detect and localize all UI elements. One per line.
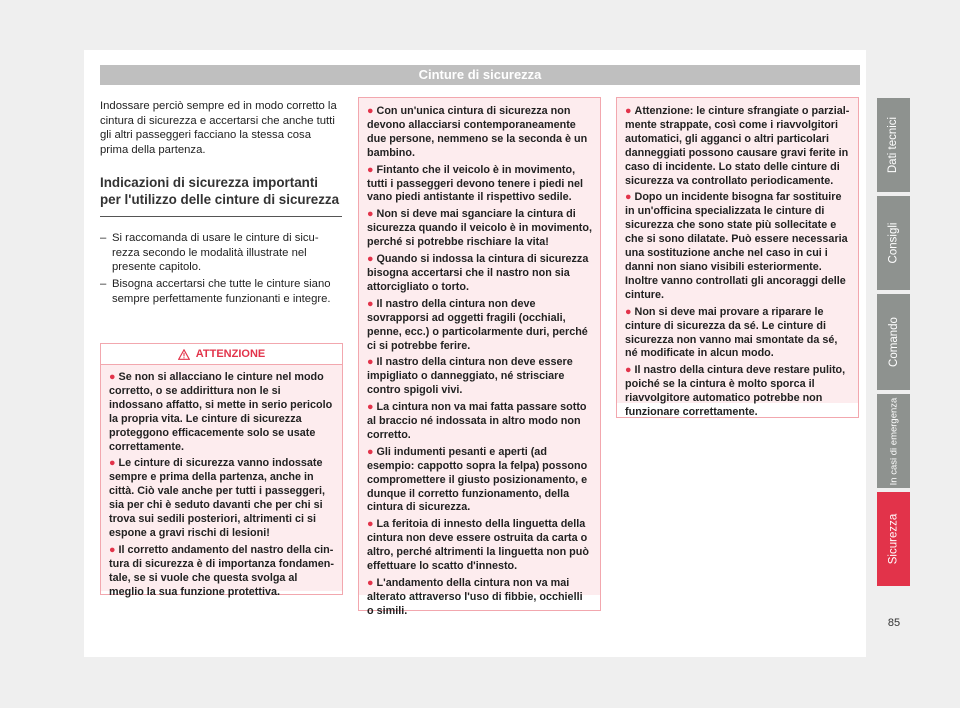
bullet-icon: ● bbox=[367, 577, 374, 589]
tab-in-casi-di-emergenza[interactable] bbox=[877, 394, 910, 488]
warning-triangle-icon bbox=[178, 349, 190, 360]
warning-text: La cintura non va mai fatta passare sotto al braccio né indossata in altro modo non corretto. bbox=[367, 401, 587, 441]
warning-item bbox=[367, 298, 592, 354]
warning-text: Con un'unica cintura di sicurezza non devono allacciarsi contemporaneamente due persone, nemmeno se la seconda è un bambino. bbox=[367, 105, 588, 159]
warning-item bbox=[625, 191, 850, 302]
tab-dati-tecnici[interactable] bbox=[877, 98, 910, 192]
warning-box-continued bbox=[358, 97, 601, 617]
bullet-icon: ● bbox=[367, 297, 374, 310]
section-heading: Indicazioni di sicurezza importanti per l'utilizzo delle cinture di sicurezza bbox=[100, 174, 342, 217]
warning-body bbox=[359, 98, 600, 617]
warning-item bbox=[625, 306, 850, 362]
bullet-icon: ● bbox=[367, 518, 374, 531]
warning-text: Il nastro della cintura non deve essere impigliato o danneggiato, né strisciare contro spigoli vivi. bbox=[367, 356, 573, 397]
bullet-icon: ● bbox=[625, 105, 632, 117]
warning-box-continued bbox=[616, 97, 859, 418]
bullet-icon: ● bbox=[109, 543, 116, 556]
tab-sicurezza[interactable] bbox=[877, 492, 910, 586]
warning-item bbox=[625, 105, 850, 188]
warning-text: Quando si indossa la cintura di sicurezza bisogna accertarsi che il nastro non sia attorcigliato o torto. bbox=[367, 253, 589, 293]
warning-text: Gli indumenti pesanti e aperti (ad esempio: cappotto sopra la felpa) possono compromettere il giusto posizionamento, e dunque il corretto funzionamento, della cintura di sicurezza. bbox=[367, 445, 588, 514]
warning-text: Se non si allacciano le cinture nel modo corretto, o se addirittura non le si indossano affatto, si mette in serio pericolo la propria vita. Le cinture di sicurezza proteggono efficacemente solo se usate correttamente. bbox=[109, 371, 333, 453]
page-number: 85 bbox=[887, 617, 901, 629]
bullet-icon: ● bbox=[625, 305, 632, 318]
warning-item bbox=[109, 544, 334, 600]
tab-consigli[interactable] bbox=[877, 196, 910, 290]
bullet-icon: ● bbox=[367, 253, 374, 266]
instruction-list bbox=[100, 231, 342, 307]
tab-label: Consigli bbox=[887, 222, 900, 264]
bullet-icon: ● bbox=[625, 364, 632, 377]
warning-text: La feritoia di innesto della linguetta della cintura non deve essere ostruita da carta o altro, perché altrimenti la linguetta non può effettuare lo scatto d'innesto. bbox=[367, 518, 589, 573]
warning-title bbox=[101, 344, 342, 365]
bullet-icon: ● bbox=[367, 208, 374, 221]
warning-item bbox=[367, 577, 592, 619]
bullet-icon: ● bbox=[109, 371, 116, 383]
warning-item bbox=[625, 364, 850, 420]
tab-label: In casi di emergenza bbox=[888, 397, 900, 485]
warning-text: Dopo un incidente bisogna far sostituire in un'officina specializzata le cinture di sicurezza che sono state più sollecitate e che si sono dilatate. Può essere necessaria una sostituzione anche nel caso in cui i danni non siano visibili esteriormente. Inoltre vanno controllati gli ancoraggi delle cinture. bbox=[625, 191, 848, 301]
warning-text: Non si deve mai sganciare la cintura di sicurezza quando il veicolo è in movimento, perché si potrebbe rischiare la vita! bbox=[367, 208, 592, 249]
bullet-icon: ● bbox=[109, 457, 116, 470]
warning-item bbox=[367, 446, 592, 516]
warning-item bbox=[109, 457, 334, 540]
warning-item bbox=[367, 356, 592, 398]
intro-paragraph: Indossare perciò sempre ed in modo corretto la cintura di sicurezza e accertarsi che anche tutti gli altri passeggeri facciano la stessa cosa prima della partenza. bbox=[100, 100, 337, 157]
warning-item bbox=[367, 105, 592, 161]
warning-text: Il nastro della cintura deve restare pulito, poiché se la cintura è molto sporca il riavvolgitore automatico potrebbe non funzionare correttamente. bbox=[625, 364, 846, 419]
list-item: – Si raccomanda di usare le cinture di sicurezza secondo le modalità illustrate nel presente capitolo. bbox=[100, 231, 342, 275]
tab-label: Dati tecnici bbox=[887, 116, 900, 174]
bullet-icon: ● bbox=[367, 445, 374, 458]
tab-label: Comando bbox=[887, 317, 900, 367]
warning-text: L'andamento della cintura non va mai alterato attraverso l'uso di fibbie, occhielli o simili. bbox=[367, 577, 583, 617]
warning-body bbox=[101, 365, 342, 598]
warning-box bbox=[100, 343, 343, 598]
bullet-icon: ● bbox=[367, 356, 374, 369]
warning-title-label: ATTENZIONE bbox=[195, 348, 266, 360]
bullet-icon: ● bbox=[367, 163, 374, 176]
bullet-icon: ● bbox=[625, 191, 632, 204]
bullet-icon: ● bbox=[367, 401, 374, 414]
warning-text: Non si deve mai provare a riparare le cinture di sicurezza da sé. Le cinture di sicurezza non vanno mai smontate da sé, né modificate in alcun modo. bbox=[625, 305, 838, 360]
warning-text: Attenzione: le cinture sfrangiate o parzialmente strappate, così come i riavvolgitori automatici, gli agganci o altri particolari danneggiati possono causare gravi ferite in caso di incidente. Lo stato delle cinture di sicurezza va controllato periodicamente. bbox=[625, 105, 850, 187]
warning-text: Il nastro della cintura non deve sovrapporsi ad oggetti fragili (occhiali, penne, ecc.) o particolarmente duri, perché ci si potrebbe ferire. bbox=[367, 297, 588, 352]
tab-label: Sicurezza bbox=[887, 513, 900, 565]
warning-text: Fintanto che il veicolo è in movimento, tutti i passeggeri devono tenere i piedi nel vano piedi antistante il rispettivo sedile. bbox=[367, 163, 583, 204]
warning-item bbox=[367, 518, 592, 574]
warning-body bbox=[617, 98, 858, 419]
list-item: – Bisogna accertarsi che tutte le cinture siano sempre perfettamente funzionanti e integre. bbox=[100, 277, 342, 306]
warning-item bbox=[367, 401, 592, 443]
tab-comando[interactable] bbox=[877, 294, 910, 390]
warning-text: Il corretto andamento del nastro della cintura di sicurezza è di importanza fondamentale, se si vuole che questa svolga al meglio la sua funzione protettiva. bbox=[109, 543, 334, 598]
warning-item bbox=[109, 371, 334, 454]
chapter-header: Cinture di sicurezza bbox=[100, 65, 860, 85]
warning-item bbox=[367, 164, 592, 206]
left-column bbox=[100, 99, 342, 308]
bullet-icon: ● bbox=[367, 105, 374, 117]
warning-item bbox=[367, 253, 592, 295]
warning-text: Le cinture di sicurezza vanno indossate sempre e prima della partenza, anche in città. Ciò vale anche per tutti i passeggeri, sia per chi è seduto davanti che per chi si trova sui sedili posteriori, altrimenti ci si espone a gravi rischi di lesioni! bbox=[109, 457, 326, 539]
warning-item bbox=[367, 208, 592, 250]
